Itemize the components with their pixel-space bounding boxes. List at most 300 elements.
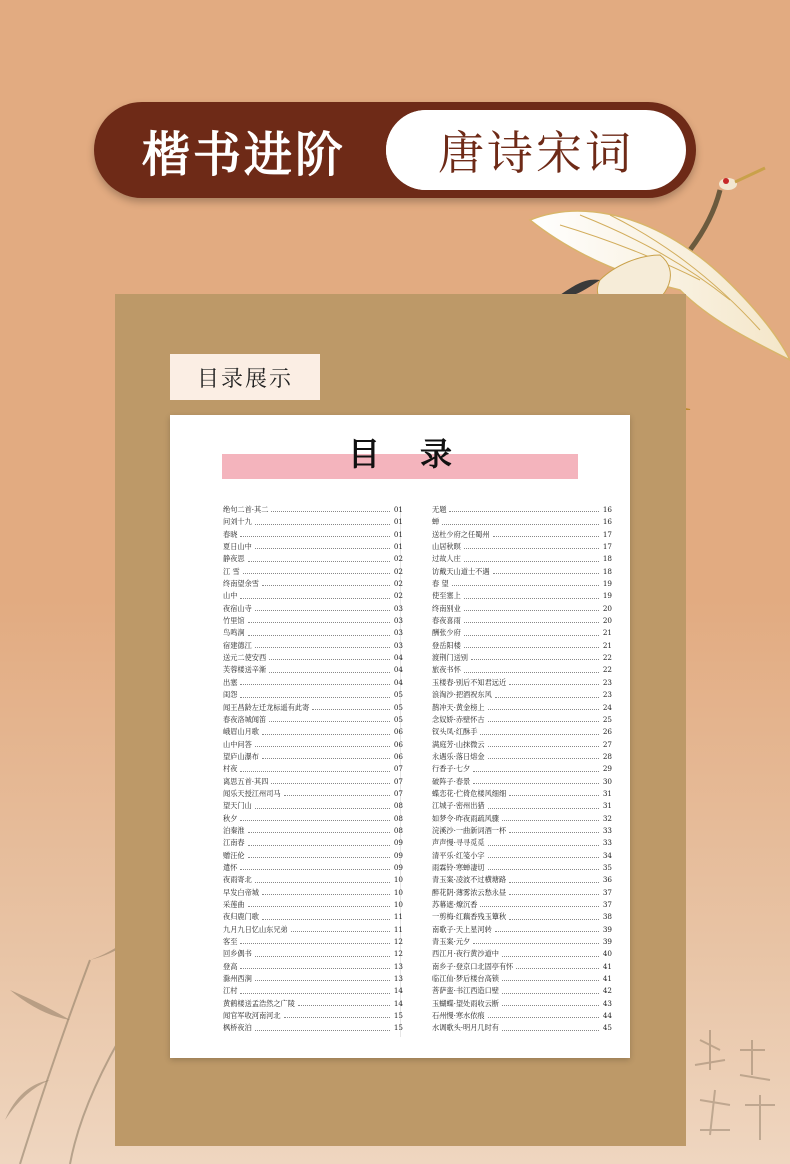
toc-left-column [223,504,403,1035]
toc-entry [223,1010,403,1022]
toc-leader-dots [502,993,599,994]
toc-leader-dots [248,832,390,833]
toc-leader-dots [240,993,390,994]
toc-entry-page: 41 [602,961,612,971]
toc-entry [223,529,403,541]
toc-leader-dots [262,585,390,586]
toc-entry-page: 36 [602,875,612,885]
toc-entry-title: 送元二使安西 [223,653,267,663]
toc-entry [223,948,403,960]
toc-entry-page: 30 [602,776,612,786]
toc-entry-title: 过故人庄 [432,554,461,564]
toc-entry-title: 念奴娇·赤壁怀古 [432,714,485,724]
toc-entry-title: 问刘十九 [223,517,252,527]
toc-entry [223,763,403,775]
toc-entry-page: 31 [602,801,612,811]
toc-right-column [432,504,612,1035]
toc-entry-page: 07 [393,788,403,798]
toc-leader-dots [488,845,599,846]
toc-entry-title: 醉花阴·薄雾浓云愁永昼 [432,887,507,897]
calligraphy-watermark [680,1020,790,1164]
toc-entry [432,640,612,652]
toc-entry [223,973,403,985]
toc-entry [223,800,403,812]
toc-entry [432,825,612,837]
toc-entry [432,788,612,800]
toc-entry-page: 06 [393,727,403,737]
toc-entry-page: 07 [393,776,403,786]
toc-entry [432,566,612,578]
toc-entry [223,998,403,1010]
toc-entry [432,850,612,862]
toc-entry-title: 蝉 [432,517,440,527]
toc-entry [223,936,403,948]
toc-leader-dots [240,697,390,698]
toc-leader-dots [248,857,390,858]
toc-entry-title: 春晓 [223,529,238,539]
toc-entry-page: 10 [393,887,403,897]
toc-leader-dots [255,882,390,883]
toc-entry [223,541,403,553]
toc-entry [432,936,612,948]
toc-entry-page: 02 [393,554,403,564]
toc-entry [432,677,612,689]
toc-leader-dots [502,1030,599,1031]
toc-entry-page: 02 [393,591,403,601]
toc-entry-page: 09 [393,850,403,860]
toc-leader-dots [243,573,390,574]
toc-entry-page: 29 [602,764,612,774]
toc-entry [223,664,403,676]
toc-entry-title: 浣溪沙·一曲新词酒一杯 [432,825,507,835]
toc-entry-page: 37 [602,887,612,897]
toc-entry-title: 声声慢·寻寻觅觅 [432,838,485,848]
toc-leader-dots [240,968,390,969]
toc-entry-page: 03 [393,616,403,626]
toc-entry-title: 青玉案·凌波不过横塘路 [432,875,507,885]
toc-entry-title: 鹊冲天·黄金榜上 [432,702,485,712]
toc-entry-page: 39 [602,924,612,934]
toc-entry-page: 23 [602,677,612,687]
toc-leader-dots [502,820,599,821]
toc-entry-title: 采莲曲 [223,900,245,909]
toc-leader-dots [488,746,599,747]
toc-entry [223,504,403,516]
toc-entry-page: 02 [393,579,403,589]
toc-entry-title: 送杜少府之任蜀州 [432,529,490,539]
toc-leader-dots [262,919,390,920]
toc-entry-title: 蝶恋花·伫倚危楼风细细 [432,788,507,798]
toc-leader-dots [255,647,390,648]
toc-entry-page: 04 [393,653,403,663]
toc-entry-title: 宿建德江 [223,640,252,650]
toc-entry-page: 01 [393,529,403,539]
toc-leader-dots [471,659,599,660]
toc-entry [223,578,403,590]
toc-entry-title: 雨霖铃·寒蝉凄切 [432,862,485,872]
toc-entry-page: 20 [602,616,612,626]
toc-entry-title: 苏幕遮·燎沉香 [432,900,478,909]
toc-leader-dots [488,869,599,870]
toc-entry [432,1010,612,1022]
toc-leader-dots [248,845,390,846]
toc-entry-page: 11 [393,912,403,922]
toc-leader-dots [240,771,390,772]
toc-entry-title: 遣怀 [223,862,238,872]
toc-leader-dots [464,635,599,636]
toc-entry-title: 江南春 [223,838,245,848]
toc-entry [223,566,403,578]
toc-entry-title: 闻官军收河南河北 [223,1011,281,1021]
toc-entry [432,862,612,874]
toc-entry [432,664,612,676]
toc-entry-page: 04 [393,677,403,687]
toc-entry [223,776,403,788]
toc-entry [223,899,403,911]
toc-leader-dots [509,795,599,796]
toc-entry-title: 浪淘沙·把酒祝东风 [432,690,492,700]
toc-entry [432,763,612,775]
toc-entry-title: 石州慢·寒水依痕 [432,1011,485,1021]
toc-entry-page: 20 [602,603,612,613]
toc-entry-title: 秋夕 [223,813,238,823]
toc-entry-title: 钗头凤·红酥手 [432,727,478,737]
toc-leader-dots [502,1005,599,1006]
toc-entry [432,813,612,825]
toc-entry-title: 村夜 [223,764,238,774]
toc-entry-page: 33 [602,838,612,848]
toc-entry-page: 09 [393,838,403,848]
toc-leader-dots [255,610,390,611]
toc-entry-page: 01 [393,542,403,552]
toc-entry [223,553,403,565]
toc-entry-title: 行香子·七夕 [432,764,471,774]
toc-entry-title: 春夜喜雨 [432,616,461,626]
toc-entry-title: 酬张少府 [432,628,461,638]
toc-entry-page: 39 [602,937,612,947]
toc-leader-dots [240,536,390,537]
toc-entry-title: 终南别业 [432,603,461,613]
toc-entry-title: 一剪梅·红藕香残玉簟秋 [432,912,507,922]
toc-entry-title: 渡荆门送别 [432,653,468,663]
toc-entry-title: 峨眉山月歌 [223,727,259,737]
toc-entry [432,627,612,639]
toc-leader-dots [442,524,599,525]
toc-leader-dots [248,561,390,562]
toc-leader-dots [488,1017,599,1018]
toc-entry-title: 夜宿山寺 [223,603,252,613]
toc-leader-dots [516,968,599,969]
toc-leader-dots [488,721,599,722]
toc-entry-page: 37 [602,900,612,909]
toc-entry-title: 闺怨 [223,690,238,700]
toc-entry-page: 10 [393,875,403,885]
toc-entry [223,615,403,627]
toc-entry [223,652,403,664]
toc-entry [432,961,612,973]
toc-entry [432,837,612,849]
toc-entry [432,578,612,590]
toc-leader-dots [464,622,599,623]
toc-entry [432,529,612,541]
toc-entry-page: 21 [602,640,612,650]
toc-entry [223,640,403,652]
toc-leader-dots [493,573,599,574]
toc-entry-page: 19 [602,579,612,589]
toc-entry-page: 27 [602,739,612,749]
toc-entry-title: 春 望 [432,579,449,589]
toc-entry [432,702,612,714]
toc-entry [223,837,403,849]
toc-entry-title: 南歌子·天上星河转 [432,924,492,934]
toc-entry-title: 登高 [223,961,238,971]
toc-entry [223,627,403,639]
toc-leader-dots [271,511,390,512]
toc-leader-dots [269,672,390,673]
toc-entry-page: 15 [393,1023,403,1033]
toc-leader-dots [488,758,599,759]
toc-entry-page: 18 [602,566,612,576]
toc-entry [223,516,403,528]
toc-entry-page: 31 [602,788,612,798]
toc-entry [432,541,612,553]
toc-entry [432,874,612,886]
toc-entry-page: 13 [393,961,403,971]
toc-entry-page: 06 [393,751,403,761]
toc-entry-page: 45 [602,1023,612,1033]
toc-leader-dots [464,548,599,549]
toc-leader-dots [240,598,390,599]
toc-entry-page: 17 [602,529,612,539]
toc-entry-title: 赠汪伦 [223,850,245,860]
toc-entry [223,887,403,899]
toc-entry-page: 34 [602,850,612,860]
toc-entry [432,751,612,763]
toc-entry-page: 12 [393,937,403,947]
toc-entry-page: 43 [602,998,612,1008]
toc-entry-title: 泊秦淮 [223,825,245,835]
toc-leader-dots [312,709,390,710]
toc-entry [223,813,403,825]
toc-entry-page: 42 [602,986,612,996]
toc-entry-title: 闻乐天授江州司马 [223,788,281,798]
toc-leader-dots [248,635,390,636]
toc-leader-dots [464,610,599,611]
toc-leader-dots [255,524,390,525]
toc-entry-page: 07 [393,764,403,774]
toc-entry-page: 11 [393,924,403,934]
toc-entry [432,776,612,788]
toc-entry-page: 35 [602,862,612,872]
toc-entry-page: 05 [393,702,403,712]
toc-entry-page: 14 [393,998,403,1008]
toc-entry-title: 出塞 [223,677,238,687]
toc-entry-title: 滁州西涧 [223,974,252,984]
toc-entry-title: 临江仙·梦后楼台高锁 [432,974,499,984]
toc-entry-title: 客至 [223,937,238,947]
toc-entry-title: 夜归鹿门歌 [223,912,259,922]
toc-entry-page: 22 [602,665,612,675]
toc-entry-page: 06 [393,739,403,749]
toc-entry-page: 18 [602,554,612,564]
toc-leader-dots [449,511,599,512]
banner-title-right: 唐诗宋词 [386,110,686,190]
toc-leader-dots [291,931,390,932]
toc-leader-dots [464,561,599,562]
toc-leader-dots [464,598,599,599]
toc-entry [432,1022,612,1034]
toc-entry-title: 如梦令·昨夜雨疏风骤 [432,813,499,823]
toc-entry [223,677,403,689]
toc-entry [223,788,403,800]
toc-entry-page: 28 [602,751,612,761]
toc-leader-dots [509,894,599,895]
toc-entry [432,948,612,960]
toc-leader-dots [240,943,390,944]
toc-entry-title: 江村 [223,986,238,996]
toc-leader-dots [495,931,599,932]
toc-entry [432,516,612,528]
toc-entry-title: 山中问答 [223,739,252,749]
toc-leader-dots [509,919,599,920]
section-label: 目录展示 [170,354,320,400]
banner-title-left: 楷书进阶 [141,126,346,183]
toc-entry [432,800,612,812]
toc-entry-title: 望庐山瀑布 [223,751,259,761]
toc-entry-page: 03 [393,603,403,613]
toc-entry-title: 使至塞上 [432,591,461,601]
toc-entry [223,924,403,936]
toc-entry-title: 江 雪 [223,566,240,576]
toc-entry-title: 登岳阳楼 [432,640,461,650]
toc-entry-title: 无题 [432,505,447,514]
toc-leader-dots [262,758,390,759]
toc-entry-title: 破阵子·春景 [432,776,471,786]
toc-entry [223,714,403,726]
toc-leader-dots [502,980,599,981]
toc-entry [223,726,403,738]
toc-entry-page: 26 [602,727,612,737]
toc-entry [223,911,403,923]
toc-entry-title: 九月九日忆山东兄弟 [223,924,288,934]
toc-entry-page: 03 [393,640,403,650]
toc-leader-dots [255,1030,390,1031]
toc-entry-page: 24 [602,702,612,712]
toc-entry [432,590,612,602]
toc-entry [223,825,403,837]
toc-entry [223,862,403,874]
toc-entry-page: 10 [393,900,403,909]
toc-entry-title: 竹里馆 [223,616,245,626]
toc-entry [223,961,403,973]
toc-entry-page: 41 [602,974,612,984]
toc-leader-dots [284,1017,390,1018]
toc-leader-dots [509,832,599,833]
toc-leader-dots [255,956,390,957]
toc-entry [223,1022,403,1034]
toc-entry-title: 夜雨寄北 [223,875,252,885]
toc-entry [432,739,612,751]
toc-entry-title: 满庭芳·山抹微云 [432,739,485,749]
toc-entry-title: 南乡子·登京口北固亭有怀 [432,961,514,971]
toc-entry-page: 05 [393,690,403,700]
toc-leader-dots [495,697,599,698]
toc-leader-dots [488,808,599,809]
toc-leader-dots [464,647,599,648]
toc-entry-title: 访戴天山道士不遇 [432,566,490,576]
toc-leader-dots [248,906,390,907]
toc-leader-dots [269,721,390,722]
toc-entry-title: 早发白帝城 [223,887,259,897]
toc-leader-dots [473,783,599,784]
toc-leader-dots [240,869,390,870]
toc-entry [432,998,612,1010]
toc-leader-dots [509,684,599,685]
toc-leader-dots [452,585,599,586]
toc-entry-title: 黄鹤楼送孟浩然之广陵 [223,998,295,1008]
toc-entry-title: 玉楼春·别后不知君远近 [432,677,507,687]
toc-leader-dots [509,882,599,883]
toc-entry [432,652,612,664]
toc-entry-title: 夏日山中 [223,542,252,552]
toc-entry-title: 西江月·夜行黄沙道中 [432,949,499,959]
toc-entry [223,850,403,862]
toc-entry-title: 离思五首·其四 [223,776,269,786]
toc-leader-dots [284,795,390,796]
toc-entry-page: 22 [602,653,612,663]
toc-entry [223,739,403,751]
toc-entry-page: 33 [602,825,612,835]
toc-entry-page: 15 [393,1011,403,1021]
toc-entry [432,887,612,899]
toc-entry [223,874,403,886]
toc-entry-title: 望天门山 [223,801,252,811]
toc-leader-dots [271,783,390,784]
toc-leader-dots [255,548,390,549]
toc-entry [223,751,403,763]
toc-leader-dots [240,684,390,685]
toc-title: 目录 [347,435,492,473]
toc-leader-dots [493,536,599,537]
toc-entry-title: 江城子·密州出猎 [432,801,485,811]
toc-leader-dots [298,1005,390,1006]
toc-entry-page: 08 [393,825,403,835]
toc-entry [432,973,612,985]
toc-entry-page: 32 [602,813,612,823]
toc-entry-title: 枫桥夜泊 [223,1023,252,1033]
toc-entry [223,985,403,997]
toc-entry-page: 04 [393,665,403,675]
toc-entry-title: 闻王昌龄左迁龙标遥有此寄 [223,702,310,712]
toc-entry-page: 23 [602,690,612,700]
toc-entry-title: 鸟鸣涧 [223,628,245,638]
toc-entry-page: 25 [602,714,612,724]
toc-leader-dots [488,857,599,858]
toc-leader-dots [255,980,390,981]
toc-entry-page: 03 [393,628,403,638]
toc-leader-dots [473,771,599,772]
toc-leader-dots [248,622,390,623]
toc-leader-dots [488,709,599,710]
toc-entry [223,689,403,701]
toc-entry-page: 14 [393,986,403,996]
toc-leader-dots [262,734,390,735]
toc-entry-page: 21 [602,628,612,638]
toc-entry [223,590,403,602]
toc-leader-dots [464,672,599,673]
toc-entry-title: 山中 [223,591,238,601]
toc-entry-title: 静夜思 [223,554,245,564]
